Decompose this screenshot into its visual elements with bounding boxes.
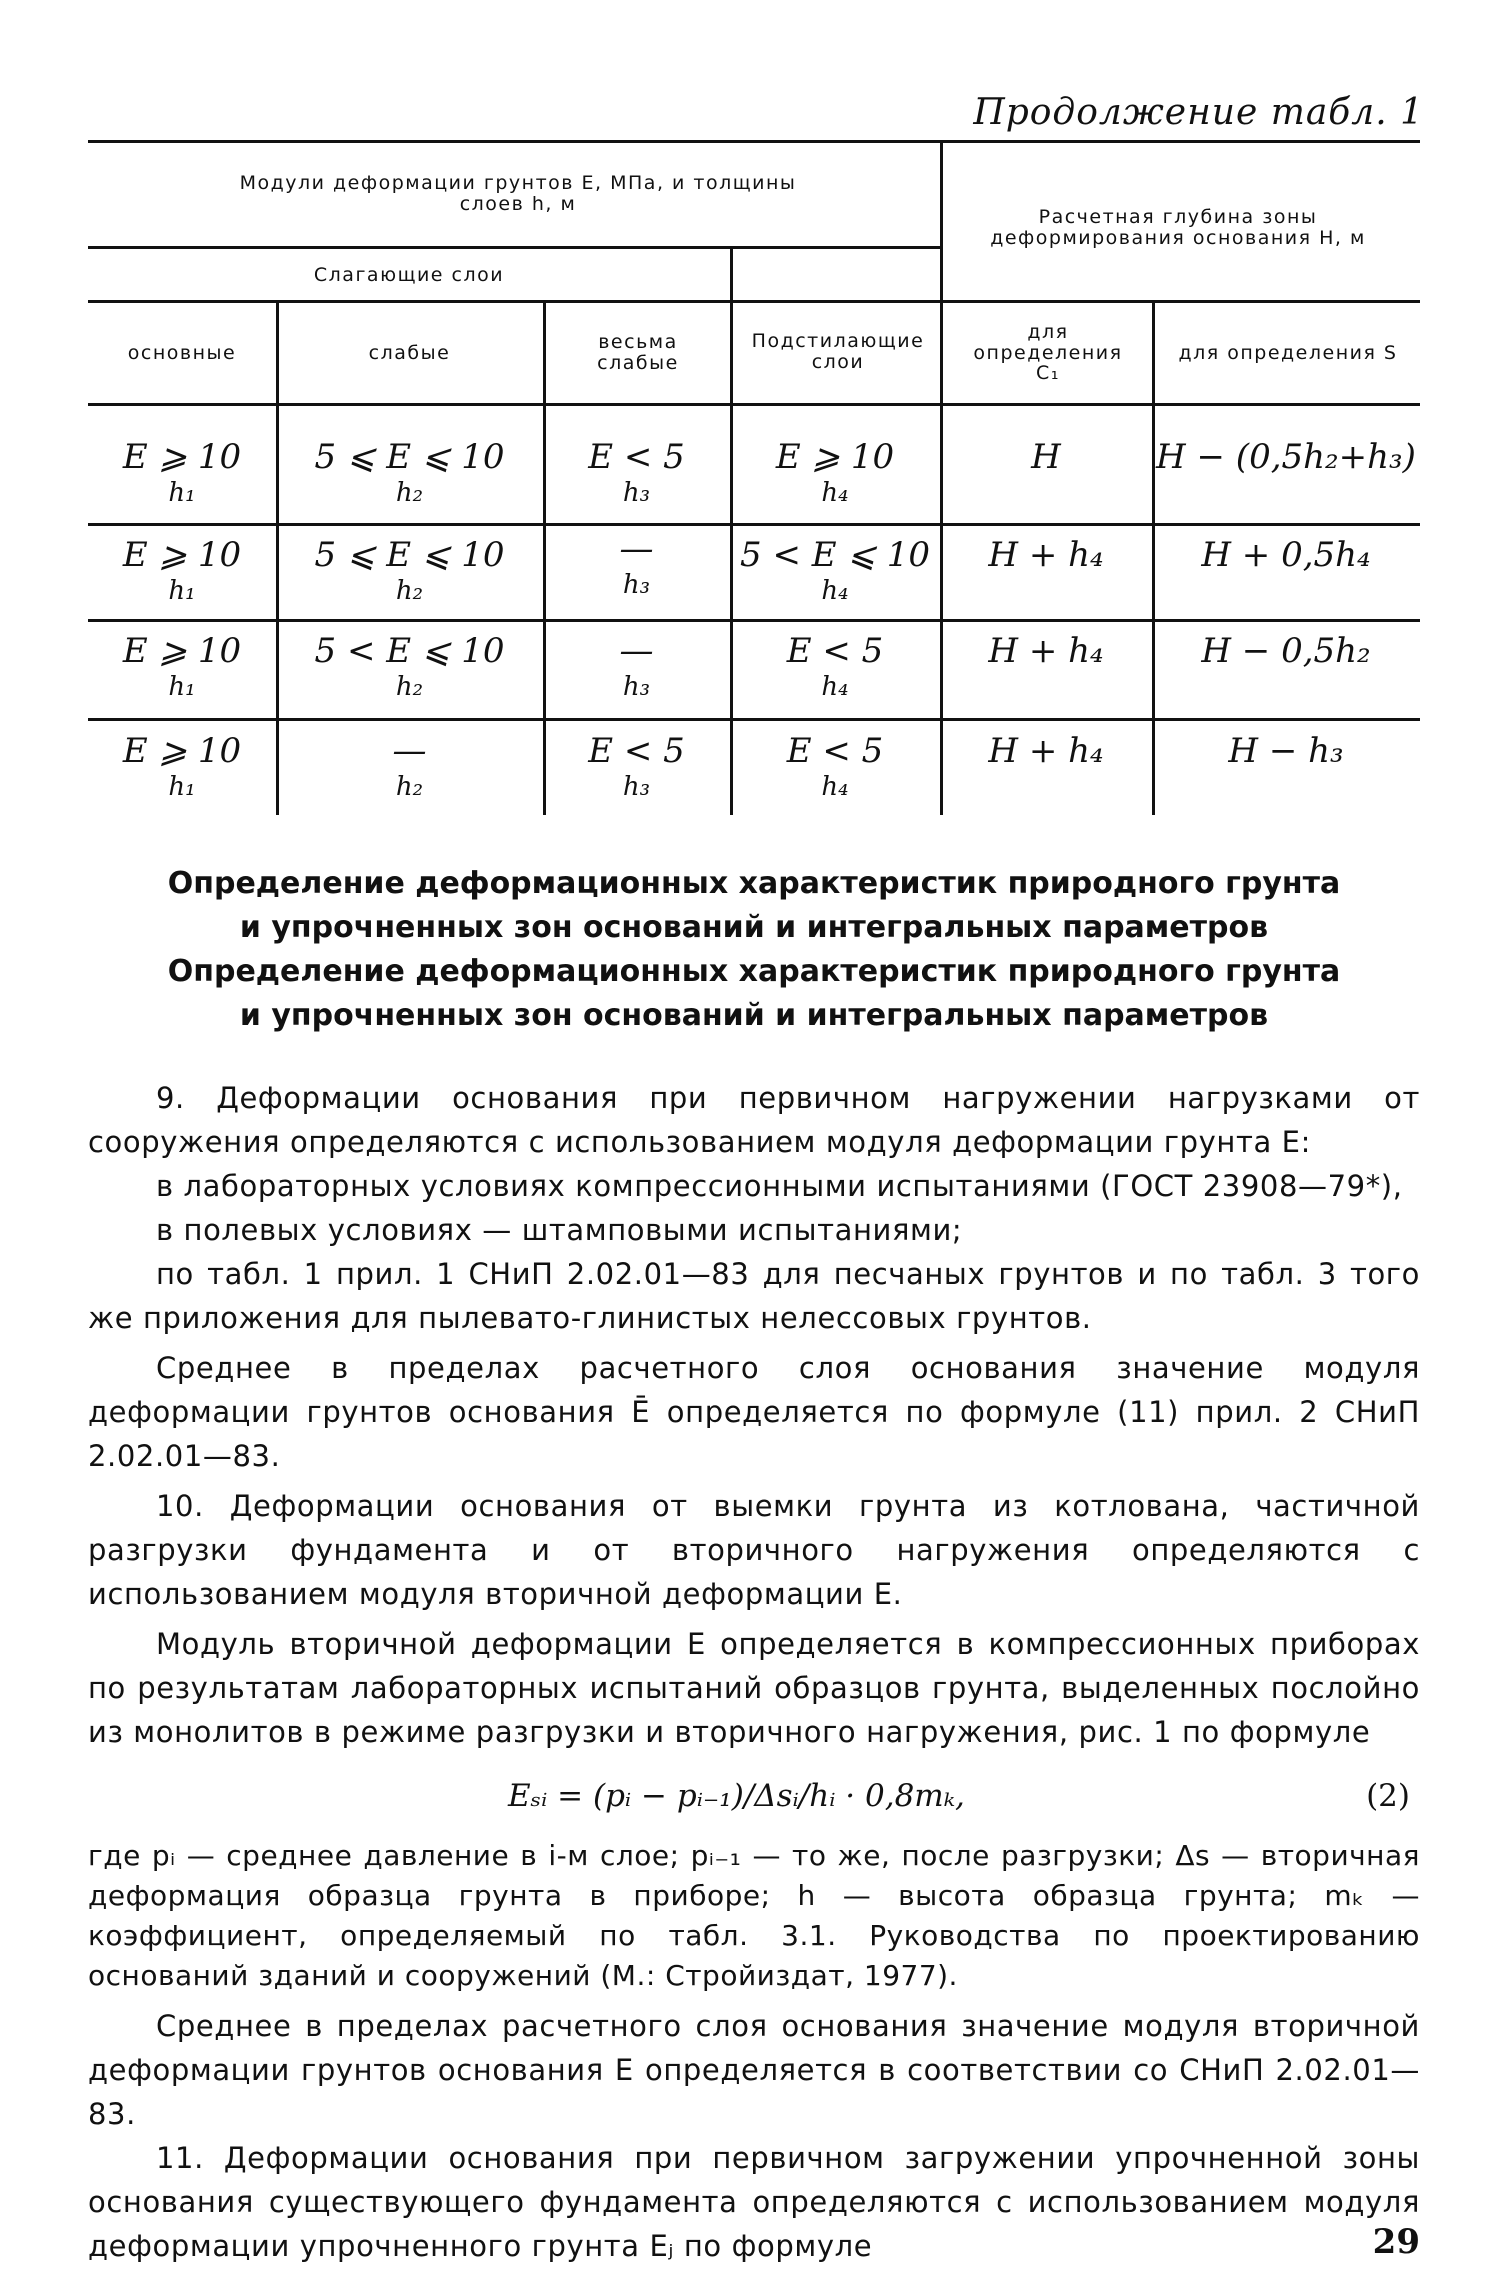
paragraph-10-modulus: Модуль вторичной деформации E определяется в компрессионных приборах по результатам лабораторных испытаний образцов грунта, выделенных послойно из монолитов в режиме разгрузки и вторичного нагружения, рис. 1 по формуле (88, 1627, 1420, 1749)
table-rule (88, 523, 1420, 526)
paragraph-9: 9. Деформации основания при первичном нагружении нагрузками от сооружения определяются с использованием модуля деформации грунта E: (88, 1081, 1420, 1159)
table-cell: 5 < E ⩽ 10 h₄ (740, 535, 930, 607)
paragraph-10: 10. Деформации основания от выемки грунта из котлована, частичной разгрузки фундамента и от вторичного нагружения определяются с использованием модуля вторичной деформации E. (88, 1489, 1420, 1611)
table-cell: H − h₃ (1228, 731, 1344, 771)
header-for-s: для определения S (1178, 341, 1398, 364)
table-rule (88, 140, 1420, 143)
heading-line: и упрочненных зон оснований и интегральных параметров (239, 910, 1269, 945)
page-number: 29 (1372, 2222, 1420, 2262)
header-depth: Расчетная глубина зоны деформирования основания H, м (990, 206, 1366, 249)
body-text (88, 1076, 1420, 1754)
table-cell: 5 ⩽ E ⩽ 10 h₂ (314, 535, 505, 607)
table-cell: E ⩾ 10 h₁ (122, 631, 242, 703)
table-continuation-label: Продолжение табл. 1 (973, 92, 1424, 133)
header-main-layers: основные (127, 341, 237, 364)
body-text-continued (88, 2004, 1420, 2268)
table-cell: 5 < E ⩽ 10 h₂ (314, 631, 505, 703)
table-cell: — h₃ (619, 529, 654, 601)
header-for-c: для определения C₁ (973, 320, 1123, 385)
soil-modulus-table (88, 140, 1420, 815)
table-cell: E < 5 h₃ (588, 731, 685, 803)
table-cell: E < 5 h₃ (588, 437, 685, 509)
header-weak-layers: слабые (368, 341, 451, 364)
table-cell: — h₃ (619, 631, 654, 703)
table-cell: H (1031, 437, 1061, 477)
formula-legend-text: где pᵢ — среднее давление в i-м слое; pᵢ₋₁ — то же, после разгрузки; Δs — вторичная деформация образца грунта в приборе; h — высота образца грунта; mₖ — коэффициент, определяемый по табл. 3.1. Руководства по проектированию оснований зданий и сооружений (М.: Стройиздат, 1977). (88, 1839, 1420, 1992)
table-cell: — h₂ (392, 731, 427, 803)
table-rule (730, 246, 733, 815)
formula-2 (88, 1774, 1420, 1822)
heading-line: Определение деформационных характеристик природного грунта (167, 954, 1341, 989)
table-rule (88, 718, 1420, 721)
heading-line: и упрочненных зон оснований и интегральных параметров (239, 998, 1269, 1033)
header-underlying: Подстилающие слои (751, 329, 925, 373)
formula-legend (88, 1836, 1420, 1996)
table-rule (88, 403, 1420, 406)
table-cell: E ⩾ 10 h₄ (775, 437, 895, 509)
paragraph-9-item: в полевых условиях — штамповыми испытаниями; (156, 1213, 963, 1247)
table-rule (88, 246, 940, 249)
table-cell: H − 0,5h₂ (1201, 631, 1371, 671)
table-cell: H + h₄ (988, 631, 1104, 671)
table-rule (940, 140, 943, 815)
paragraph-9-item: в лабораторных условиях компрессионными испытаниями (ГОСТ 23908—79*), (156, 1169, 1403, 1203)
table-cell: E < 5 h₄ (786, 631, 884, 703)
heading-line: Определение деформационных характеристик природного грунта (167, 866, 1341, 901)
header-modules: Модули деформации грунтов E, МПа, и толщины слоев h, м (239, 172, 797, 215)
header-very-weak-layers: весьма слабые (597, 331, 679, 374)
paragraph-9-item: по табл. 1 прил. 1 СНиП 2.02.01—83 для песчаных грунтов и по табл. 3 того же приложения для пылевато-глинистых нелессовых грунтов. (88, 1257, 1420, 1335)
table-cell: 5 ⩽ E ⩽ 10 h₂ (314, 437, 505, 509)
table-cell: E ⩾ 10 h₁ (122, 535, 242, 607)
table-cell: H + 0,5h₄ (1201, 535, 1371, 575)
paragraph-11: 11. Деформации основания при первичном загружении упрочненной зоны основания существующего фундамента определяются с использованием модуля деформации упрочненного грунта Eⱼ по формуле (88, 2141, 1420, 2263)
formula-number: (2) (1366, 1778, 1410, 1814)
section-heading (88, 862, 1420, 1038)
table-cell: H + h₄ (988, 731, 1104, 771)
table-cell: H − (0,5h₂+h₃) (1156, 437, 1416, 477)
table-cell: H + h₄ (988, 535, 1104, 575)
paragraph-9-mean: Среднее в пределах расчетного слоя основания значение модуля деформации грунтов основания Ē определяется по формуле (11) прил. 2 СНиП 2.02.01—83. (88, 1351, 1420, 1473)
table-cell: E < 5 h₄ (786, 731, 884, 803)
formula-expression: Eₛᵢ = (pᵢ − pᵢ₋₁)/Δsᵢ/hᵢ · 0,8mₖ, (508, 1778, 965, 1814)
paragraph-10-mean: Среднее в пределах расчетного слоя основания значение модуля вторичной деформации грунтов основания E определяется в соответствии со СНиП 2.02.01—83. (88, 2009, 1420, 2131)
table-cell: E ⩾ 10 h₁ (122, 437, 242, 509)
table-cell: E ⩾ 10 h₁ (122, 731, 242, 803)
table-rule (88, 619, 1420, 622)
header-layers: Слагающие слои (313, 263, 505, 286)
